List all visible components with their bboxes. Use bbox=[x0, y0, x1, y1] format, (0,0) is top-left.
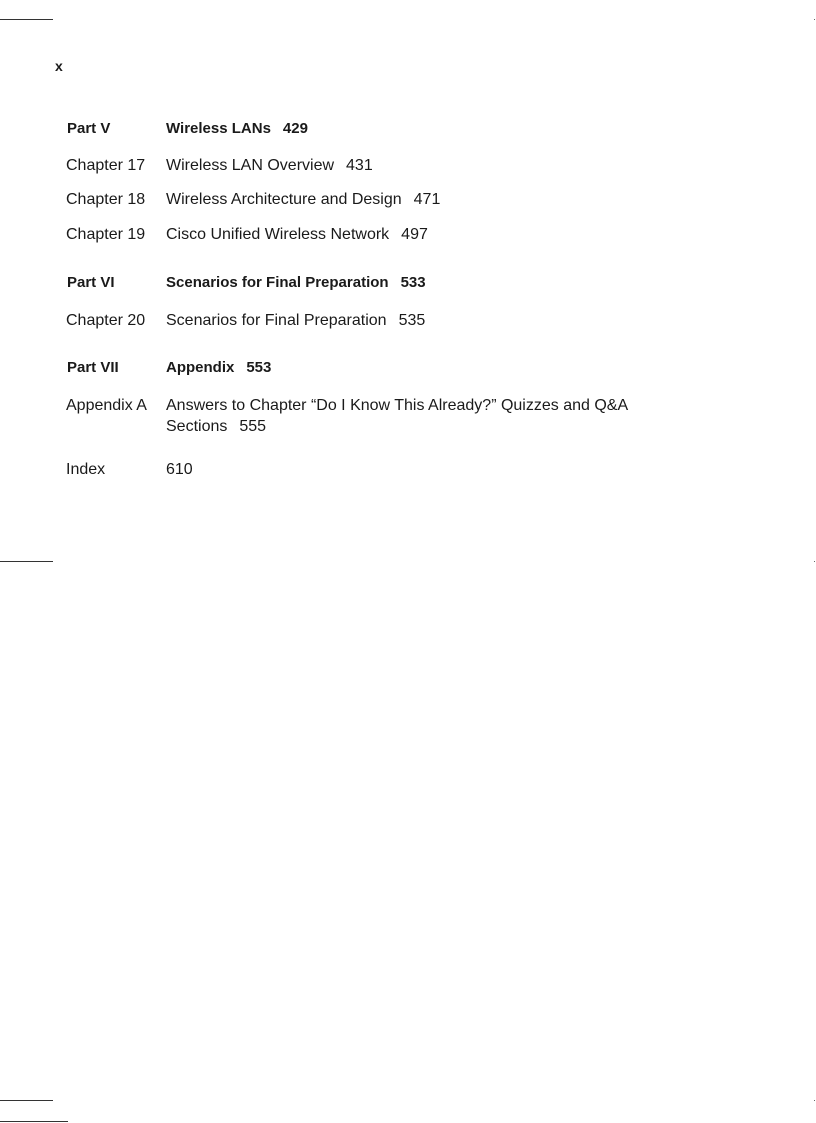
part-title: Scenarios for Final Preparation 533 bbox=[166, 274, 426, 291]
page-number: 471 bbox=[413, 191, 441, 208]
part-title: Appendix 553 bbox=[166, 359, 272, 376]
appendix-title: Answers to Chapter “Do I Know This Already?” Quizzes and Q&A Sections 555 bbox=[166, 397, 629, 435]
page-number: 431 bbox=[346, 157, 373, 174]
page-number: 429 bbox=[282, 120, 308, 137]
crop-mark-middle-left bbox=[0, 561, 53, 562]
page-number: 553 bbox=[246, 359, 272, 376]
index-page-number: 610 bbox=[166, 461, 193, 478]
chapter-label: Chapter 19 bbox=[66, 226, 146, 243]
chapter-label: Chapter 20 bbox=[66, 312, 146, 329]
chapter-title: Cisco Unified Wireless Network 497 bbox=[166, 226, 428, 243]
chapter-title: Wireless Architecture and Design 471 bbox=[166, 191, 441, 208]
index-label: Index bbox=[66, 461, 106, 478]
crop-mark-top-left bbox=[0, 19, 53, 20]
chapter-title: Wireless LAN Overview 431 bbox=[166, 157, 373, 174]
registration-dot-bottom-right bbox=[814, 1100, 815, 1101]
part-label: Part VII bbox=[67, 359, 119, 376]
page-folio: x bbox=[55, 58, 63, 74]
crop-mark-bottom-left-lower bbox=[0, 1121, 68, 1122]
page-number: 533 bbox=[400, 274, 426, 291]
part-label: Part V bbox=[67, 120, 111, 137]
appendix-label: Appendix A bbox=[66, 397, 147, 414]
chapter-label: Chapter 18 bbox=[66, 191, 146, 208]
toc-appendix-a bbox=[0, 395, 816, 439]
registration-dot-top-right bbox=[814, 19, 815, 20]
page-number: 535 bbox=[398, 312, 426, 329]
crop-mark-bottom-left bbox=[0, 1100, 53, 1101]
registration-dot-middle-right bbox=[814, 561, 815, 562]
chapter-label: Chapter 17 bbox=[66, 157, 146, 174]
page-number: 497 bbox=[401, 226, 428, 243]
chapter-title: Scenarios for Final Preparation 535 bbox=[166, 312, 426, 329]
part-title: Wireless LANs 429 bbox=[166, 120, 308, 137]
page-number: 555 bbox=[239, 418, 267, 435]
part-label: Part VI bbox=[67, 274, 115, 291]
